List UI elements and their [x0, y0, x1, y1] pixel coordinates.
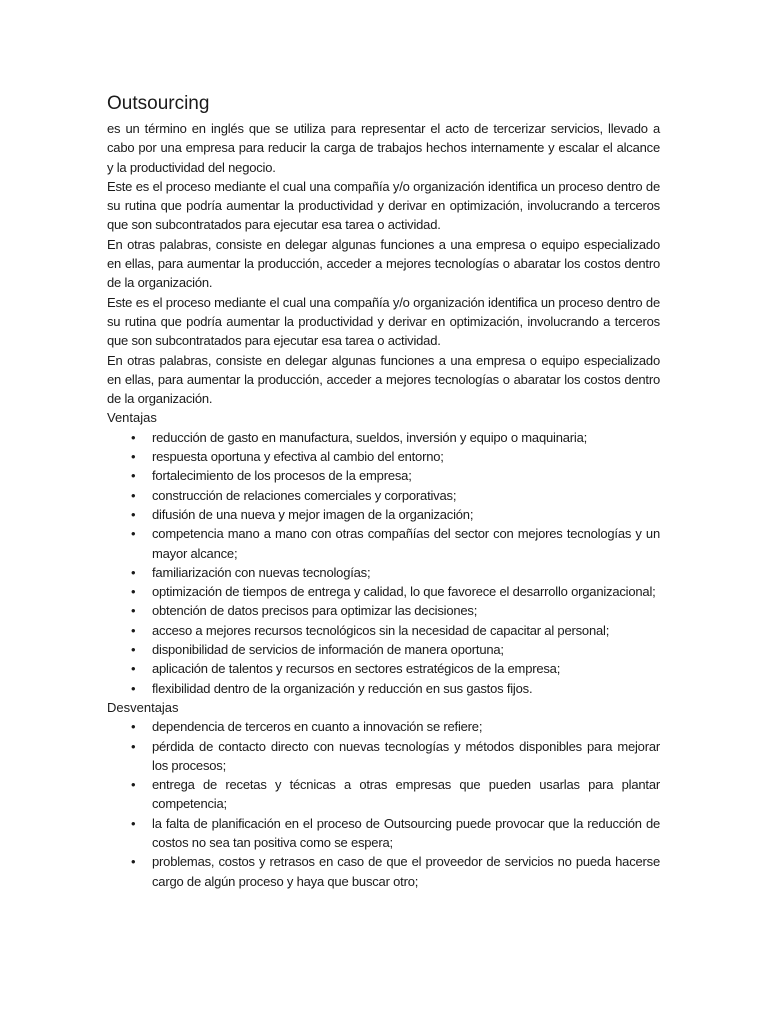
list-item-text: flexibilidad dentro de la organización y reducción en sus gastos fijos. [152, 680, 533, 696]
bullet-icon: • [131, 526, 136, 542]
ventajas-list [107, 428, 660, 698]
list-item-text: competencia mano a mano con otras compañías del sector con mejores tecnologías y un mayor alcance; [152, 526, 660, 561]
list-item-text: aplicación de talentos y recursos en sectores estratégicos de la empresa; [152, 661, 561, 677]
document-title: Outsourcing [107, 93, 210, 114]
bullet-icon: • [131, 487, 136, 503]
list-item-text: entrega de recetas y técnicas a otras empresas que pueden usarlas para plantar competencia; [152, 777, 660, 812]
intro-paragraph: es un término en inglés que se utiliza para representar el acto de tercerizar servicios, llevado a cabo por una empresa para reducir la carga de trabajos hechos internamente y escalar el alcance y la productividad del negocio. [107, 121, 660, 175]
bullet-icon: • [131, 468, 136, 484]
bullet-icon: • [131, 564, 136, 580]
bullet-icon: • [131, 506, 136, 522]
list-item [107, 814, 660, 853]
bullet-icon: • [131, 642, 136, 658]
list-item [107, 601, 660, 620]
bullet-icon: • [131, 661, 136, 677]
list-item [107, 775, 660, 814]
process-paragraph-repeat: Este es el proceso mediante el cual una compañía y/o organización identifica un proceso dentro de su rutina que podría aumentar la productividad y derivar en optimización, involucrando a terceros que son subcontratados para ejecutar esa tarea o actividad. [107, 294, 660, 349]
bullet-icon: • [131, 429, 136, 445]
list-item-text: construcción de relaciones comerciales y corporativas; [152, 487, 457, 503]
document-page [107, 91, 660, 891]
bullet-icon: • [131, 777, 136, 793]
bullet-icon: • [131, 622, 136, 638]
otras-palabras-paragraph: En otras palabras, consiste en delegar algunas funciones a una empresa o equipo especializado en ellas, para aumentar la producción, acceder a mejores tecnologías o abaratar los costos dentro de la organización. [107, 236, 660, 291]
bullet-icon: • [131, 854, 136, 870]
bullet-icon: • [131, 738, 136, 754]
list-item-text: pérdida de contacto directo con nuevas tecnologías y métodos disponibles para mejorar los procesos; [152, 738, 660, 773]
list-item [107, 582, 660, 601]
list-item-text: disponibilidad de servicios de información de manera oportuna; [152, 642, 504, 658]
list-item-text: problemas, costos y retrasos en caso de que el proveedor de servicios no pueda hacerse cargo de algún proceso y haya que buscar otro; [152, 854, 660, 889]
list-item-text: dependencia de terceros en cuanto a innovación se refiere; [152, 719, 483, 735]
process-paragraph: Este es el proceso mediante el cual una compañía y/o organización identifica un proceso dentro de su rutina que podría aumentar la productividad y derivar en optimización, involucrando a terceros que son subcontratados para ejecutar esa tarea o actividad. [107, 178, 660, 233]
list-item [107, 466, 660, 485]
list-item-text: acceso a mejores recursos tecnológicos sin la necesidad de capacitar al personal; [152, 622, 610, 638]
list-item [107, 447, 660, 466]
list-item-text: optimización de tiempos de entrega y calidad, lo que favorece el desarrollo organizacional; [152, 584, 656, 600]
list-item [107, 486, 660, 505]
bullet-icon: • [131, 719, 136, 735]
list-item [107, 621, 660, 640]
bullet-icon: • [131, 449, 136, 465]
list-item-text: la falta de planificación en el proceso de Outsourcing puede provocar que la reducción de costos no sea tan positiva como se espera; [152, 815, 660, 850]
list-item [107, 717, 660, 736]
list-item [107, 679, 660, 698]
list-item-text: fortalecimiento de los procesos de la empresa; [152, 468, 412, 484]
list-item [107, 563, 660, 582]
list-item-text: obtención de datos precisos para optimizar las decisiones; [152, 603, 478, 619]
desventajas-list [107, 717, 660, 891]
bullet-icon: • [131, 603, 136, 619]
list-item [107, 852, 660, 891]
list-item [107, 659, 660, 678]
list-item [107, 428, 660, 447]
bullet-icon: • [131, 584, 136, 600]
desventajas-heading: Desventajas [107, 699, 179, 715]
list-item [107, 737, 660, 776]
otras-palabras-paragraph-repeat: En otras palabras, consiste en delegar algunas funciones a una empresa o equipo especializado en ellas, para aumentar la producción, acceder a mejores tecnologías o abaratar los costos dentro de la organización. [107, 352, 660, 407]
list-item-text: respuesta oportuna y efectiva al cambio del entorno; [152, 449, 444, 465]
list-item-text: difusión de una nueva y mejor imagen de la organización; [152, 506, 474, 522]
list-item [107, 640, 660, 659]
list-item-text: reducción de gasto en manufactura, sueldos, inversión y equipo o maquinaria; [152, 429, 588, 445]
bullet-icon: • [131, 680, 136, 696]
list-item [107, 505, 660, 524]
list-item-text: familiarización con nuevas tecnologías; [152, 564, 371, 580]
ventajas-heading: Ventajas [107, 410, 157, 426]
list-item [107, 524, 660, 563]
bullet-icon: • [131, 815, 136, 831]
